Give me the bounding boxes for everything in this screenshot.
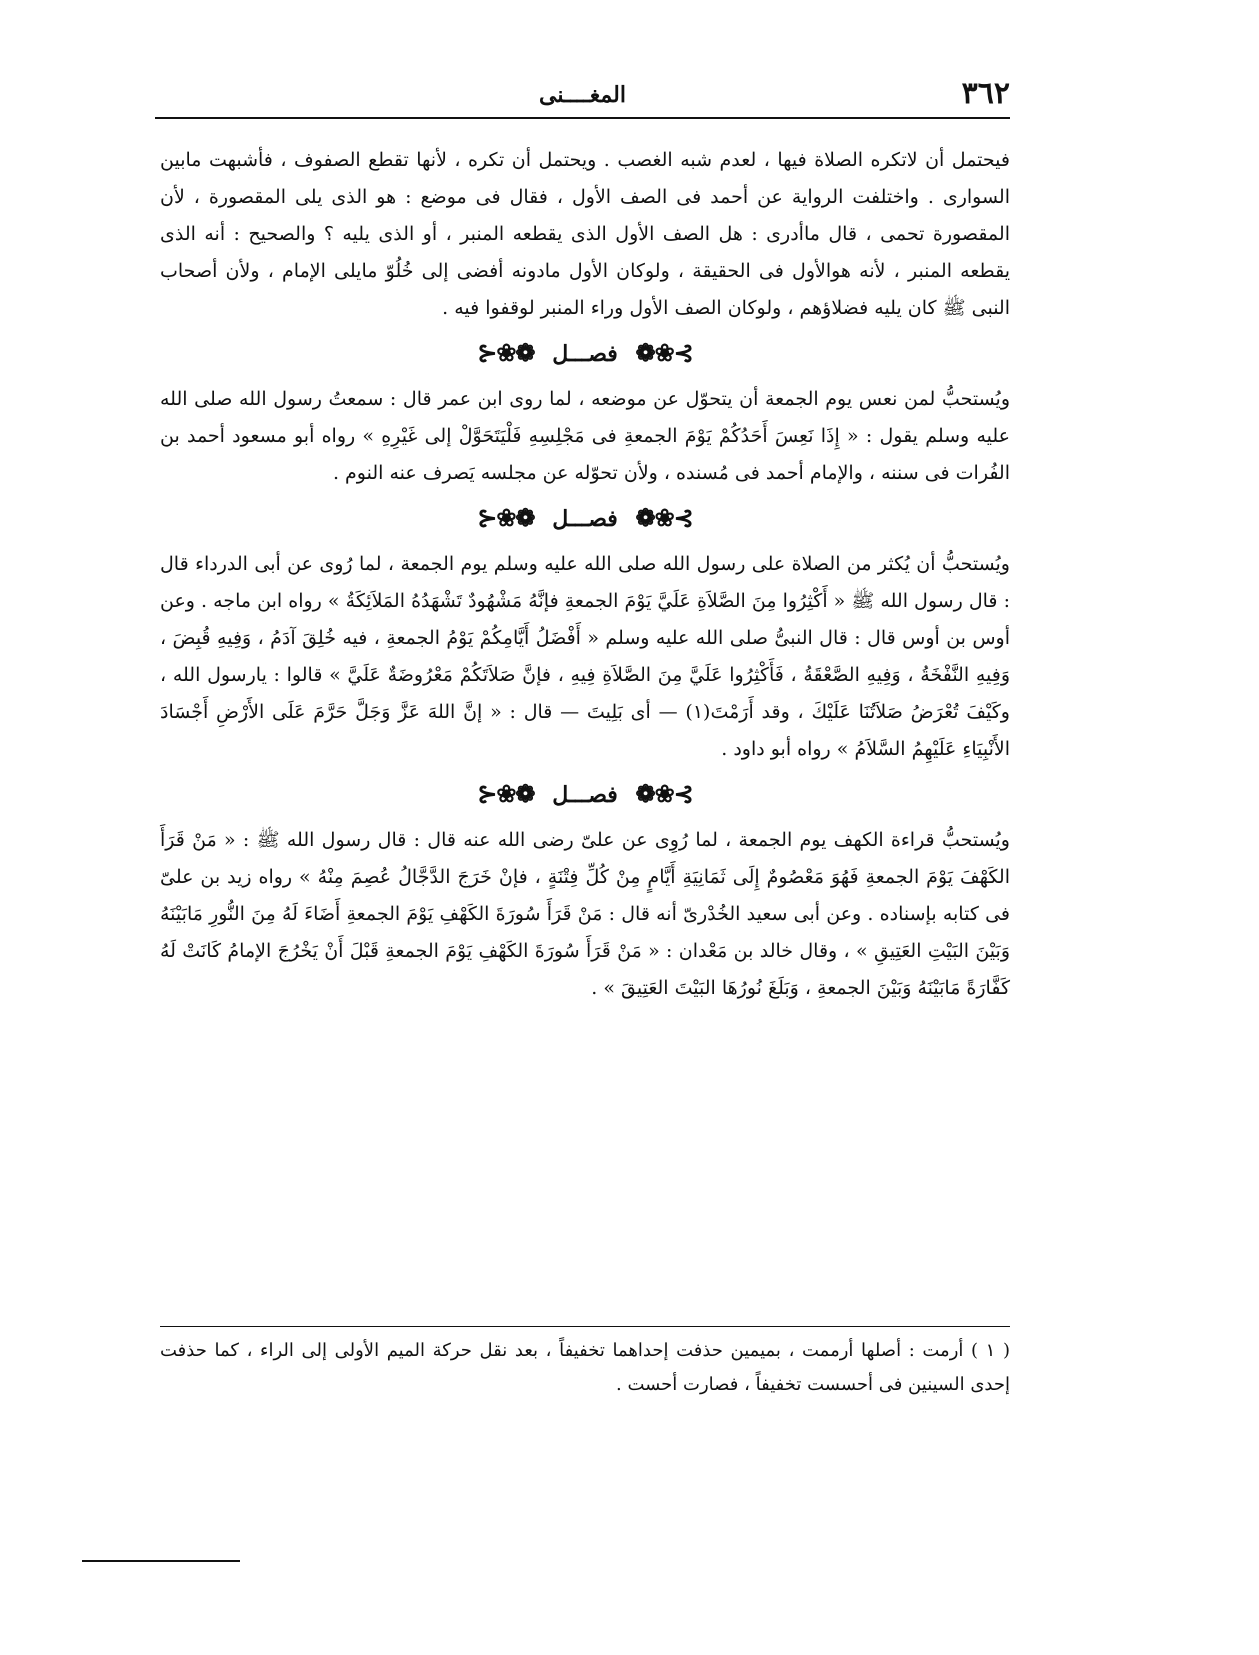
paragraph-2: ويُستحبُّ لمن نعس يوم الجمعة أن يتحوّل عن موضعه ، لما روى ابن عمر قال : سمعتُ رسول الله صلى الله عليه وسلم يقول : « إِذَا نَعِسَ أَحَدُكُمْ يَوْمَ الجمعةِ فى مَجْلِسِهِ فَلْيَتَحَوَّلْ إلى غَيْرِهِ » رواه أبو مسعود أحمد بن الفُرات فى سننه ، والإمام أحمد فى مُسنده ، ولأن تحوّله عن مجلسه يَصرف عنه النوم . [160, 388, 1010, 484]
section-heading-label: فصـــل [552, 782, 618, 808]
footnote-1: ( ١ ) أرمت : أصلها أرممت ، بميمين حذفت إحداهما تخفيفاً ، بعد نقل حركة الميم الأولى إلى الراء ، كما حذفت إحدى السينين فى أحسست تخفيفاً ، فصارت أحست . [160, 1340, 1010, 1395]
running-title: المغــــنى [539, 82, 626, 108]
section-heading-1 [160, 333, 1010, 373]
ornament-icon: ❁❀⊰ [477, 503, 535, 532]
ornament-icon: ❁❀⊰ [477, 338, 535, 367]
footnotes [160, 1334, 1010, 1402]
bottom-rule [82, 1560, 240, 1562]
page-number: ٣٦٢ [961, 76, 1010, 111]
page-header [155, 74, 1010, 120]
section-heading-3 [160, 774, 1010, 814]
footnote-rule [160, 1326, 1010, 1327]
paragraph-3: ويُستحبُّ أن يُكثر من الصلاة على رسول الله صلى الله عليه وسلم يوم الجمعة ، لما رُوى عن أبى الدرداء قال : قال رسول الله ﷺ « أَكْثِرُوا مِنَ الصَّلاَةِ عَلَيَّ يَوْمَ الجمعةِ فإنَّهُ مَشْهُودٌ تَشْهَدُهُ المَلاَئِكَةُ » رواه ابن ماجه . وعن أوس بن أوس قال : قال النبىُّ صلى الله عليه وسلم « أَفْضَلُ أَيَّامِكُمْ يَوْمُ الجمعةِ ، فيه خُلِقَ آدَمُ ، وَفِيهِ قُبِضَ ، وَفِيهِ النَّفْخَةُ ، وَفِيهِ الصَّعْقَةُ ، فَأَكْثِرُوا عَلَيَّ مِنَ الصَّلاَةِ فِيهِ ، فإنَّ صَلاَتَكُمْ مَعْرُوضَةٌ عَلَيَّ » قالوا : يارسول الله ، وكَيْفَ تُعْرَضُ صَلاَتُنَا عَلَيْكَ ، وقد أَرَمْتَ(١) — أى بَلِيتَ — قال : « إنَّ اللهَ عَزَّ وَجَلَّ حَرَّمَ عَلَى الأَرْضِ أَجْسَادَ الأَنْبِيَاءِ عَلَيْهِمُ السَّلاَمُ » رواه أبو داود . [160, 553, 1010, 760]
section-heading-2 [160, 498, 1010, 538]
paragraph-4: ويُستحبُّ قراءة الكهف يوم الجمعة ، لما رُوِى عن علىّ رضى الله عنه قال : قال رسول الله ﷺ : « مَنْ قَرَأَ الكَهْفَ يَوْمَ الجمعةِ فَهُوَ مَعْصُومٌ إِلَى ثَمَانِيَةِ أَيَّامٍ مِنْ كُلِّ فِتْنَةٍ ، فإنْ خَرَجَ الدَّجَّالُ عُصِمَ مِنْهُ » رواه زيد بن علىّ فى كتابه بإسناده . وعن أبى سعيد الخُدْرىّ أنه قال : مَنْ قَرَأَ سُورَةَ الكَهْفِ يَوْمَ الجمعةِ أَضَاءَ لَهُ مِنَ النُّورِ مَابَيْنَهُ وَبَيْنَ البَيْتِ العَتِيقِ » ، وقال خالد بن مَعْدان : « مَنْ قَرَأَ سُورَةَ الكَهْفِ يَوْمَ الجمعةِ قَبْلَ أَنْ يَخْرُجَ الإمامُ كَانَتْ لَهُ كَفَّارَةً مَابَيْنَهُ وَبَيْنَ الجمعةِ ، وَبَلَغَ نُورُهَا البَيْتَ العَتِيقَ » . [160, 829, 1010, 999]
main-text [160, 142, 1010, 1007]
paragraph-1: فيحتمل أن لاتكره الصلاة فيها ، لعدم شبه الغصب . ويحتمل أن تكره ، لأنها تقطع الصفوف ، فأشبهت مابين السوارى . واختلفت الرواية عن أحمد فى الصف الأول ، فقال فى موضع : هو الذى يلى المقصورة ، لأن المقصورة تحمى ، قال ماأدرى : هل الصف الأول الذى يقطعه المنبر ، أو الذى يليه ؟ والصحيح : أنه الذى يقطعه المنبر ، لأنه هوالأول فى الحقيقة ، ولوكان الأول مادونه أفضى إلى خُلُوّ مايلى الإمام ، ولأن أصحاب النبى ﷺ كان يليه فضلاؤهم ، ولوكان الصف الأول وراء المنبر لوقفوا فيه . [160, 149, 1010, 319]
ornament-icon: ❁❀⊰ [477, 779, 535, 808]
header-rule [155, 117, 1010, 119]
ornament-icon: ⊱❀❁ [635, 779, 693, 808]
ornament-icon: ⊱❀❁ [635, 503, 693, 532]
section-heading-label: فصـــل [552, 506, 618, 532]
section-heading-label: فصـــل [552, 341, 618, 367]
ornament-icon: ⊱❀❁ [635, 338, 693, 367]
